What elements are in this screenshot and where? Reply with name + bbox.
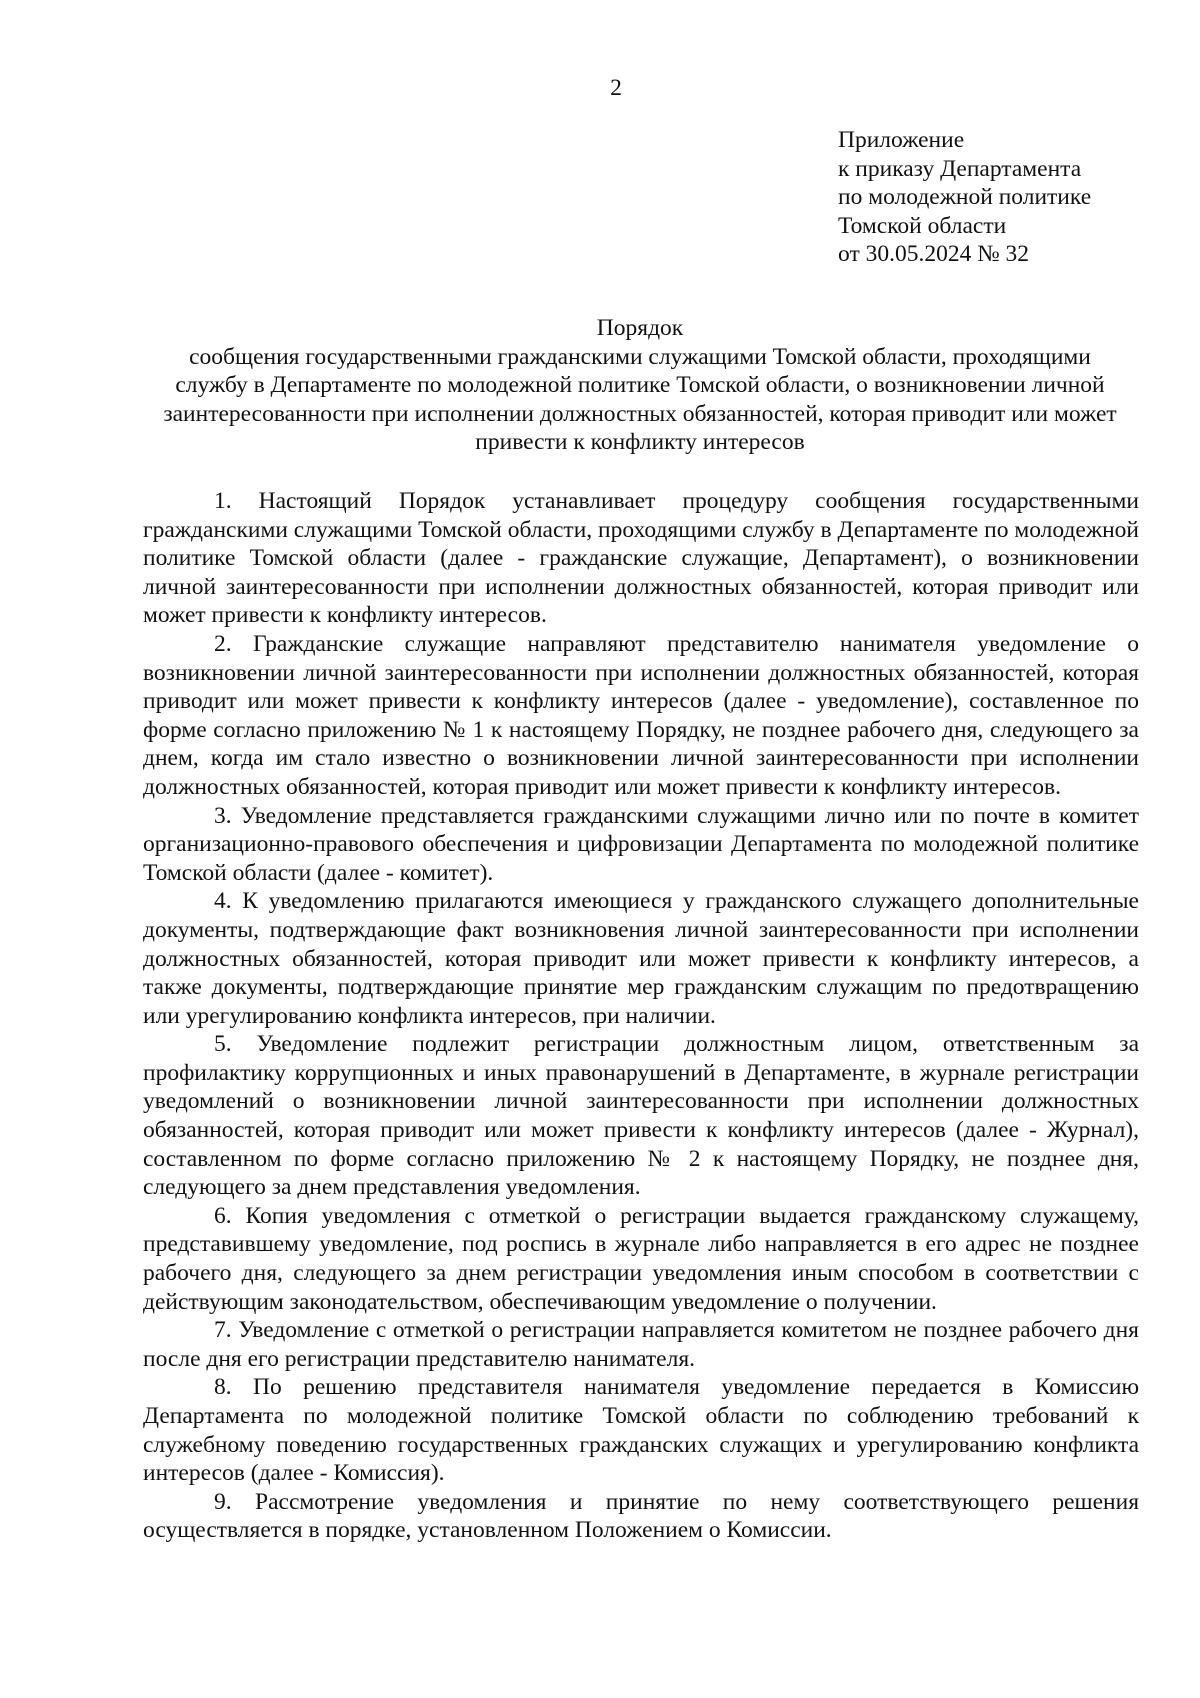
- page-number: 2: [610, 75, 622, 101]
- paragraph-1: 1. Настоящий Порядок устанавливает процедуру сообщения государственными гражданскими служащими Томской области, проходящими службу в Департаменте по молодежной политике Томской области (далее - гражданские служащие, Департамент), о возникновении личной заинтересованности при исполнении должностных обязанностей, которая приводит или может привести к конфликту интересов.: [143, 488, 1139, 629]
- paragraph-5: 5. Уведомление подлежит регистрации должностным лицом, ответственным за профилактику коррупционных и иных правонарушений в Департаменте, в журнале регистрации уведомлений о возникновении личной заинтересованности при исполнении должностных обязанностей, которая приводит или может привести к конфликту интересов (далее - Журнал), составленном по форме согласно приложению № 2 к настоящему Порядку, не позднее дня, следующего за днем представления уведомления.: [143, 1031, 1139, 1201]
- appendix-line: к приказу Департамента: [838, 155, 1082, 182]
- appendix-header: [838, 126, 1178, 269]
- title-line: заинтересованности при исполнении должностных обязанностей, которая приводит или может: [163, 400, 1117, 427]
- paragraph-7: 7. Уведомление с отметкой о регистрации направляется комитетом не позднее рабочего дня после дня его регистрации представителю нанимателя.: [143, 1317, 1139, 1372]
- title-line: сообщения государственными гражданскими служащими Томской области, проходящими: [189, 343, 1091, 370]
- document-title: [140, 314, 1140, 457]
- appendix-line: от 30.05.2024 № 32: [838, 241, 1030, 268]
- appendix-line: Томской области: [838, 212, 1007, 239]
- paragraph-9: 9. Рассмотрение уведомления и принятие по нему соответствующего решения осуществляется в порядке, установленном Положением о Комиссии.: [143, 1488, 1139, 1544]
- paragraph-6: 6. Копия уведомления с отметкой о регистрации выдается гражданскому служащему, представившему уведомление, под роспись в журнале либо направляется в его адрес не позднее рабочего дня, следующего за днем регистрации уведомления иным способом в соответствии с действующим законодательством, обеспечивающим уведомление о получении.: [143, 1202, 1139, 1315]
- paragraph-4: 4. К уведомлению прилагаются имеющиеся у гражданского служащего дополнительные документы, подтверждающие факт возникновения личной заинтересованности при исполнении должностных обязанностей, которая приводит или может привести к конфликту интересов, а также документы, подтверждающие принятие мер гражданским служащим по предотвращению или урегулированию конфликта интересов, при наличии.: [143, 888, 1139, 1029]
- title-line: службу в Департаменте по молодежной политике Томской области, о возникновении личной: [175, 372, 1105, 399]
- title-line: привести к конфликту интересов: [475, 429, 805, 456]
- paragraph-8: 8. По решению представителя нанимателя уведомление передается в Комиссию Департамента по молодежной политике Томской области по соблюдению требований к служебному поведению государственных гражданских служащих и урегулированию конфликта интересов (далее - Комиссия).: [143, 1374, 1139, 1487]
- appendix-line: Приложение: [838, 127, 965, 153]
- title-heading: Порядок: [596, 315, 684, 341]
- paragraph-2: 2. Гражданские служащие направляют представителю нанимателя уведомление о возникновении личной заинтересованности при исполнении должностных обязанностей, которая приводит или может привести к конфликту интересов (далее - уведомление), составленное по форме согласно приложению № 1 к настоящему Порядку, не позднее рабочего дня, следующего за днем, когда им стало известно о возникновении личной заинтересованности при исполнении должностных обязанностей, которая приводит или может привести к конфликту интересов.: [143, 630, 1139, 800]
- appendix-line: по молодежной политике: [838, 184, 1092, 211]
- document-body: [143, 487, 1139, 1545]
- paragraph-3: 3. Уведомление представляется гражданскими служащими лично или по почте в комитет организационно-правового обеспечения и цифровизации Департамента по молодежной политике Томской области (далее - комитет).: [143, 802, 1139, 886]
